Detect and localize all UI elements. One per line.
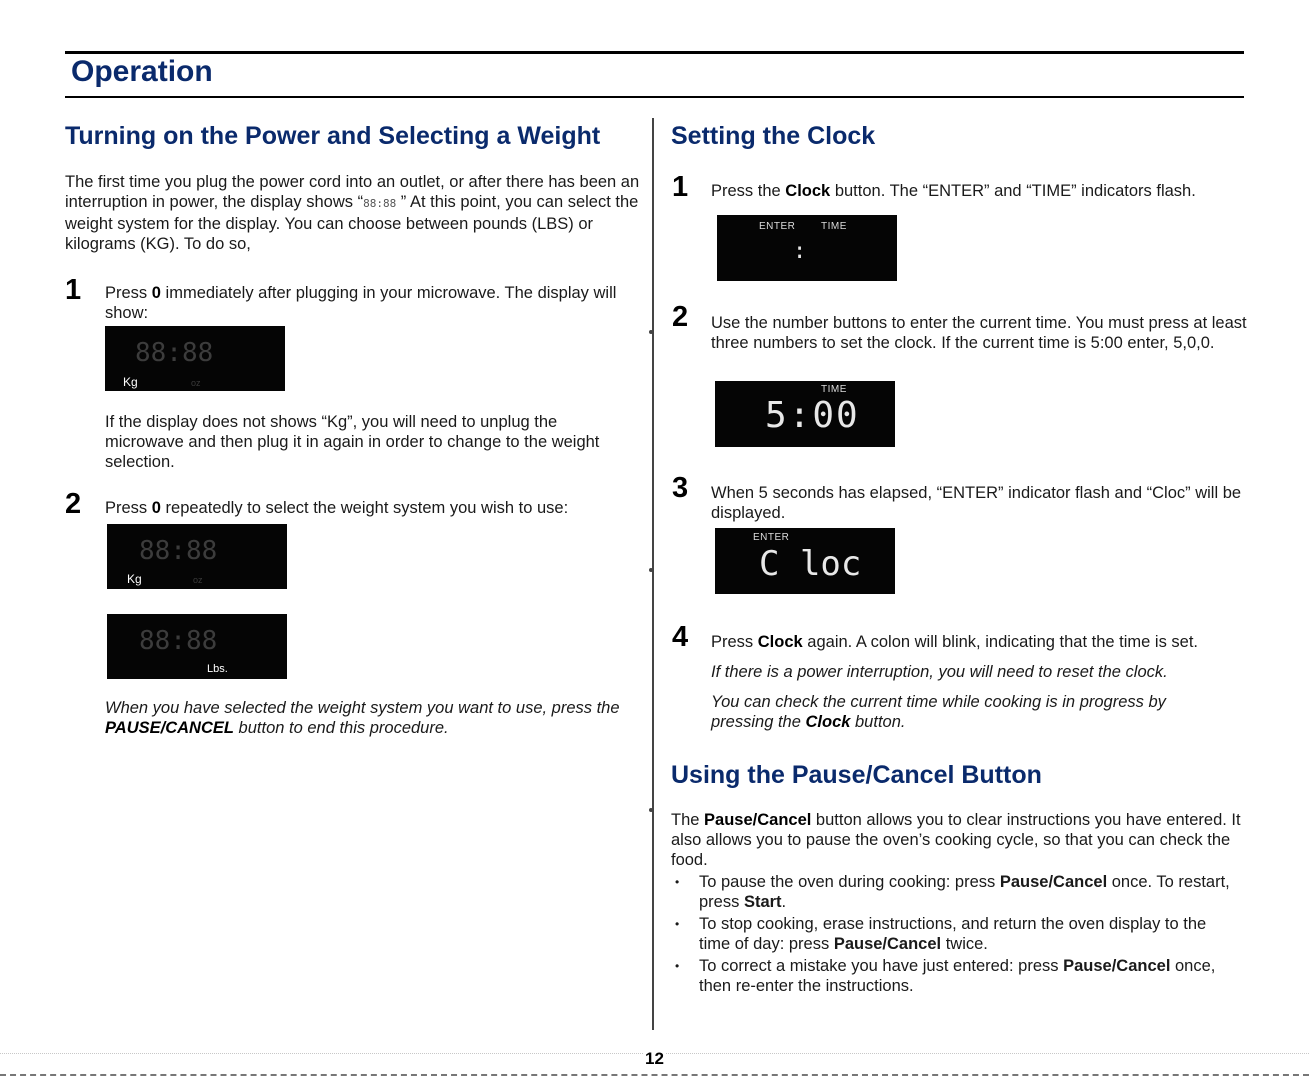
key-clock: Clock	[805, 713, 851, 731]
weight-intro: The first time you plug the power cord into an outlet, or after there has been an interruption in power, the display shows “88:88 ” At this point, you can select the weight system for the display. You can choose between pounds (LBS) or kilograms (KG). To do so,	[65, 173, 640, 253]
display-glyph: 88:88	[363, 197, 397, 210]
clock-step1-text: Press the Clock button. The “ENTER” and “TIME” indicators flash.	[711, 182, 1196, 200]
lcd-display-enter-time	[717, 215, 897, 281]
lcd-indicator-enter: ENTER	[753, 532, 790, 543]
key-start: Start	[743, 893, 782, 911]
header-rule-top	[65, 51, 1244, 54]
lcd-display-cloc	[715, 528, 895, 594]
lcd-dim-segments: 88:88	[139, 626, 218, 656]
lcd-dim-segments: 88:88	[139, 536, 218, 566]
key-pause-cancel: PAUSE/CANCEL	[105, 719, 234, 737]
weight-step1-text: Press 0 immediately after plugging in your microwave. The display will show:	[105, 284, 617, 322]
section-title-clock: Setting the Clock	[671, 122, 876, 150]
lcd-unit-lbs: Lbs.	[207, 663, 228, 675]
lcd-dim-segments: 88:88	[135, 338, 214, 368]
lcd-indicator-time: TIME	[821, 384, 847, 395]
footer-rule	[0, 1074, 1309, 1078]
key-pause-cancel: Pause/Cancel	[999, 873, 1108, 891]
list-item: • To correct a mistake you have just entered: press Pause/Cancel once, then re-enter the instructions.	[671, 956, 1241, 996]
weight-step1-note: If the display does not shows “Kg”, you will need to unplug the microwave and then plug it in again in order to change to the weight selection.	[105, 413, 600, 471]
clock-step4-note2: You can check the current time while cooking is in progress by pressing the Clock button.	[711, 693, 1166, 731]
list-item: • To stop cooking, erase instructions, and return the oven display to the time of day: press Pause/Cancel twice.	[671, 914, 1241, 954]
lcd-display-kg	[107, 524, 287, 589]
list-item: • To pause the oven during cooking: press Pause/Cancel once. To restart, press Start.	[671, 872, 1241, 912]
clock-step2-text: Use the number buttons to enter the current time. You must press at least three numbers to set the clock. If the current time is 5:00 enter, 5,0,0.	[711, 314, 1247, 352]
divider-dot	[649, 330, 653, 334]
header-rule-bottom	[65, 96, 1244, 98]
key-clock: Clock	[785, 182, 831, 200]
step-number: 1	[65, 274, 82, 306]
column-divider	[652, 118, 654, 1030]
lcd-unit-oz: oz	[191, 378, 201, 388]
lcd-colon: :	[793, 239, 807, 264]
step-number: 2	[672, 301, 689, 333]
lcd-indicator-time: TIME	[821, 221, 847, 232]
lcd-unit-kg: Kg	[127, 572, 142, 586]
pause-intro: The Pause/Cancel button allows you to clear instructions you have entered. It also allows you to pause the oven’s cooking cycle, so that you can check the food.	[671, 811, 1241, 869]
key-pause-cancel: Pause/Cancel	[704, 811, 812, 829]
clock-step3-text: When 5 seconds has elapsed, “ENTER” indicator flash and “Cloc” will be displayed.	[711, 484, 1242, 522]
clock-step4-note1: If there is a power interruption, you will need to reset the clock.	[711, 663, 1168, 681]
lcd-digits-time: 5:00	[765, 395, 860, 436]
lcd-unit-oz: oz	[193, 575, 203, 585]
lcd-unit-kg: Kg	[123, 375, 138, 389]
lcd-display-lbs	[107, 614, 287, 679]
step-number: 3	[672, 472, 689, 504]
step-number: 1	[672, 171, 689, 203]
weight-step2-text: Press 0 repeatedly to select the weight system you wish to use:	[105, 499, 569, 517]
key-pause-cancel: Pause/Cancel	[1063, 957, 1171, 975]
lcd-display-time	[715, 381, 895, 447]
key-zero: 0	[151, 499, 161, 517]
page-title: Operation	[71, 55, 213, 88]
clock-step4-text: Press Clock again. A colon will blink, indicating that the time is set.	[711, 633, 1199, 651]
page-number: 12	[645, 1049, 664, 1068]
lcd-indicator-enter: ENTER	[759, 221, 796, 232]
section-title-pause: Using the Pause/Cancel Button	[671, 761, 1042, 789]
section-title-weight: Turning on the Power and Selecting a Weight	[65, 122, 601, 150]
weight-closing-note: When you have selected the weight system you want to use, press the PAUSE/CANCEL button to end this procedure.	[105, 699, 620, 737]
pause-bullet-list	[671, 872, 1241, 998]
key-zero: 0	[151, 284, 161, 302]
lcd-digits-cloc: C loc	[759, 544, 862, 584]
lcd-display-kg	[105, 326, 285, 391]
key-pause-cancel: Pause/Cancel	[833, 935, 942, 953]
divider-dot	[649, 568, 653, 572]
step-number: 4	[672, 621, 689, 653]
divider-dot	[649, 808, 653, 812]
step-number: 2	[65, 488, 82, 520]
key-clock: Clock	[757, 633, 803, 651]
